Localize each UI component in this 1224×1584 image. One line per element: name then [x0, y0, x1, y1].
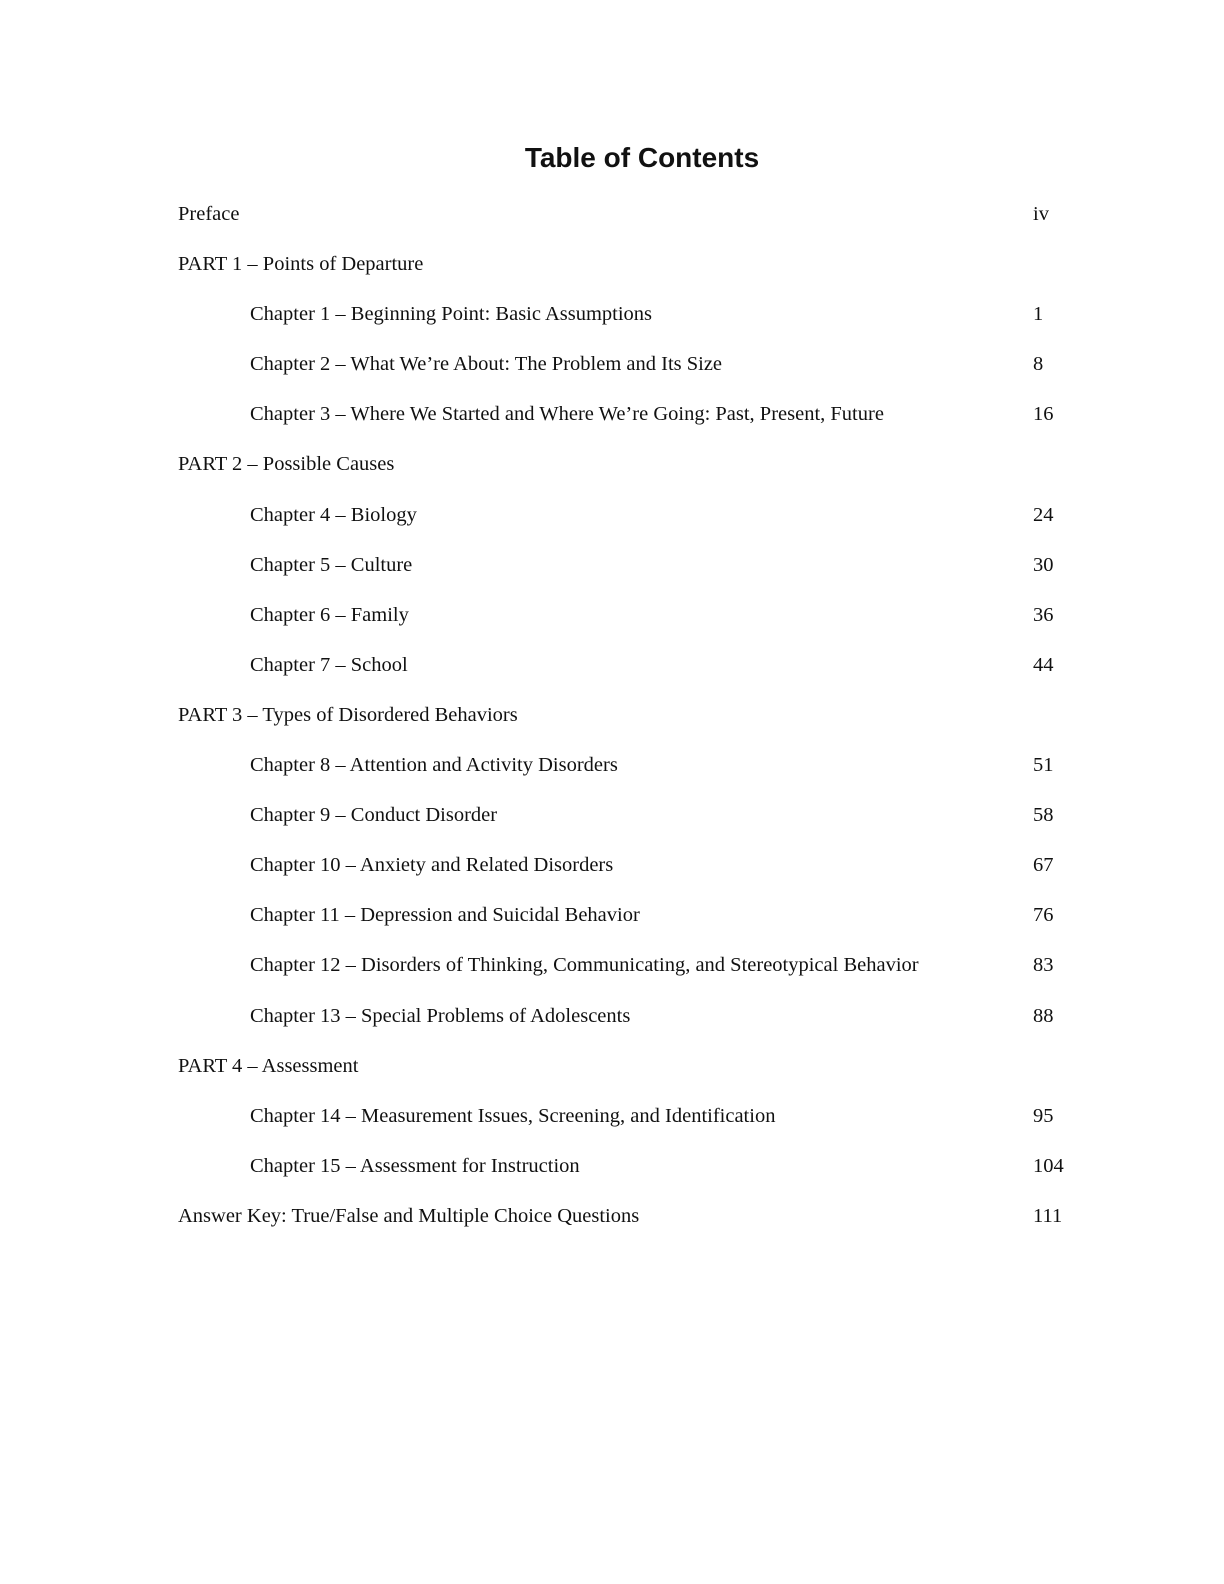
toc-chapter-entry — [0, 649, 1224, 699]
toc-chapter-entry — [0, 749, 1224, 799]
toc-entry-title: PART 1 – Points of Departure — [178, 253, 424, 276]
toc-entry-page-number: iv — [1033, 203, 1049, 225]
toc-chapter-entry — [0, 1150, 1224, 1200]
toc-entry-title: Chapter 5 – Culture — [250, 553, 413, 576]
toc-entry-title: Chapter 13 – Special Problems of Adolescents — [250, 1004, 631, 1027]
toc-entry-page-number: 44 — [1033, 653, 1054, 676]
toc-entry-page-number: 104 — [1033, 1154, 1064, 1177]
toc-entry-title: Chapter 4 – Biology — [250, 503, 417, 526]
toc-entry-title: PART 3 – Types of Disordered Behaviors — [178, 703, 518, 726]
toc-entry-page-number: 83 — [1033, 954, 1054, 977]
toc-chapter-entry — [0, 549, 1224, 599]
toc-entry-title: Chapter 7 – School — [250, 653, 408, 676]
page-title: Table of Contents — [524, 142, 760, 173]
toc-section-entry — [0, 248, 1224, 298]
toc-entry-page-number: 76 — [1033, 904, 1054, 927]
toc-chapter-entry — [0, 949, 1224, 999]
toc-chapter-entry — [0, 398, 1224, 448]
toc-entry-page-number: 88 — [1033, 1004, 1054, 1027]
toc-entry-title: Chapter 15 – Assessment for Instruction — [250, 1154, 580, 1177]
toc-entry-page-number: 24 — [1033, 503, 1054, 526]
toc-entry-page-number: 51 — [1033, 754, 1054, 777]
toc-list — [0, 198, 1224, 1250]
toc-entry-page-number: 16 — [1033, 403, 1054, 426]
toc-entry-page-number: 95 — [1033, 1104, 1054, 1127]
toc-chapter-entry — [0, 1100, 1224, 1150]
toc-entry-page-number: 58 — [1033, 804, 1054, 827]
toc-entry-title: Chapter 3 – Where We Started and Where We’re Going: Past, Present, Future — [250, 403, 884, 426]
toc-entry-title: Chapter 11 – Depression and Suicidal Behavior — [250, 904, 640, 927]
toc-section-entry — [0, 198, 1224, 248]
toc-entry-title: Chapter 12 – Disorders of Thinking, Communicating, and Stereotypical Behavior — [250, 954, 919, 977]
toc-entry-title: Chapter 14 – Measurement Issues, Screening, and Identification — [250, 1104, 776, 1127]
toc-entry-title: Chapter 1 – Beginning Point: Basic Assumptions — [250, 303, 653, 326]
toc-entry-title: Answer Key: True/False and Multiple Choice Questions — [178, 1204, 640, 1227]
toc-entry-title: Chapter 2 – What We’re About: The Problem and Its Size — [250, 353, 723, 376]
toc-entry-page-number: 8 — [1033, 353, 1044, 376]
toc-entry-page-number: 36 — [1033, 603, 1054, 626]
toc-entry-title: Chapter 10 – Anxiety and Related Disorders — [250, 854, 614, 877]
toc-entry-title: Chapter 9 – Conduct Disorder — [250, 804, 498, 827]
toc-section-entry — [0, 699, 1224, 749]
toc-entry-title: Preface — [178, 203, 240, 225]
toc-entry-title: Chapter 8 – Attention and Activity Disorders — [250, 754, 618, 777]
toc-chapter-entry — [0, 499, 1224, 549]
toc-entry-title: Chapter 6 – Family — [250, 603, 409, 626]
toc-entry-page-number: 111 — [1033, 1204, 1063, 1227]
toc-section-entry — [0, 1050, 1224, 1100]
toc-entry-title: PART 2 – Possible Causes — [178, 453, 395, 476]
toc-chapter-entry — [0, 899, 1224, 949]
toc-section-entry — [0, 1200, 1224, 1250]
toc-entry-page-number: 30 — [1033, 553, 1054, 576]
toc-section-entry — [0, 448, 1224, 498]
toc-chapter-entry — [0, 849, 1224, 899]
toc-chapter-entry — [0, 1000, 1224, 1050]
toc-chapter-entry — [0, 298, 1224, 348]
toc-entry-page-number: 67 — [1033, 854, 1054, 877]
toc-chapter-entry — [0, 599, 1224, 649]
toc-chapter-entry — [0, 348, 1224, 398]
toc-entry-page-number: 1 — [1033, 303, 1044, 326]
toc-entry-title: PART 4 – Assessment — [178, 1054, 359, 1077]
toc-chapter-entry — [0, 799, 1224, 849]
